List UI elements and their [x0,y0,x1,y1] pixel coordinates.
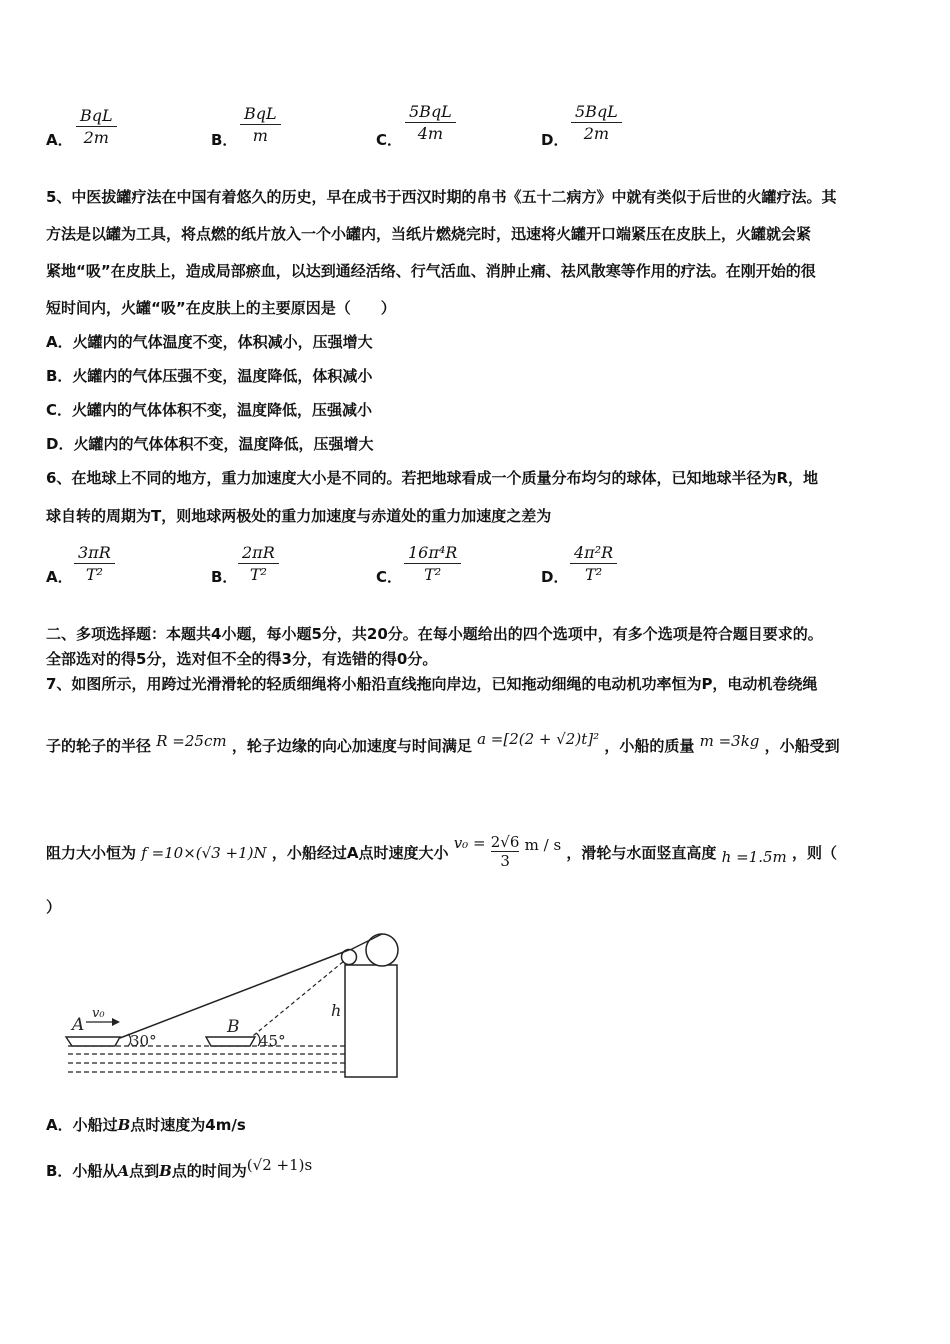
boat-a [66,1037,120,1046]
q7-l3-text-d: ，则（ [791,844,837,862]
q4-option-c-label: C． [376,131,403,149]
q7-v0-fraction [491,833,520,870]
q7-l2-text-c: ，小船的质量 [604,737,695,755]
q4-option-c-formula [405,102,456,143]
q4-option-d-formula [571,102,622,143]
q5-option-a: A．火罐内的气体温度不变，体积减小，压强增大 [46,333,373,351]
velocity-arrowhead [112,1018,120,1026]
water-lines [68,1046,345,1072]
q6-option-c-formula [404,543,461,584]
fig-label-b: B [227,1017,240,1037]
q7-v0-unit: m / s [524,836,562,854]
q7-height-formula: h =1.5m [721,848,787,866]
fig-angle-45: 45° [259,1032,286,1050]
q4-a-num: BqL [76,106,117,127]
q6-option-d-formula [570,543,617,584]
q6-stem-line-1: 6、在地球上不同的地方，重力加速度大小是不同的。若把地球看成一个质量分布均匀的球体，已知地球半径为R，地 [46,469,818,487]
boat-b [206,1037,255,1046]
q7-stem-line-2 [46,730,908,757]
q6-option-b-label: B． [211,568,238,586]
q4-c-den: 4m [417,124,444,143]
q7-option-b [46,1156,908,1182]
q6-option-a-label: A． [46,568,73,586]
q7-b-var2: B [159,1162,172,1180]
q7-a-var: B [117,1116,131,1134]
q4-d-num: 5BqL [571,102,622,123]
fig-angle-30: 30° [130,1032,157,1050]
q4-d-den: 2m [583,124,610,143]
q7-radius-formula: R =25cm [156,732,227,750]
q6-d-den: T² [585,565,603,584]
q7-stem-line-3 [46,835,908,872]
q7-l2-text-b: ，轮子边缘的向心加速度与时间满足 [231,737,472,755]
q4-option-b-formula [240,104,281,145]
q7-b-time-formula: (√2 +1)s [246,1156,313,1174]
motor-wheel [366,934,398,966]
q6-option-c-label: C． [376,568,403,586]
fig-label-a: A [72,1015,85,1035]
q6-b-num: 2πR [238,543,279,564]
q7-l2-text-d: ，小船受到 [764,737,840,755]
pulley-tower [345,965,397,1077]
q4-b-den: m [252,126,268,145]
q7-v0-den: 3 [500,852,510,870]
q4-c-num: 5BqL [405,102,456,123]
q7-a-text-b: 点时速度为4m/s [130,1116,246,1134]
q7-figure [60,930,405,1085]
q6-c-num: 16π⁴R [404,543,461,564]
q6-a-num: 3πR [74,543,115,564]
q7-l3-text-b: ，小船经过A点时速度大小 [271,844,449,862]
q5-option-b: B．火罐内的气体压强不变，温度降低，体积减小 [46,367,373,385]
q6-option-a-formula [74,543,115,584]
q4-a-den: 2m [83,128,109,147]
q7-b-var1: A [117,1162,130,1180]
fig-label-v0: v₀ [92,1006,105,1021]
q4-option-a-label: A． [46,131,73,149]
q4-option-b-label: B． [211,131,238,149]
q6-a-den: T² [85,565,103,584]
fig-label-h: h [331,1001,342,1020]
q6-option-b-formula [238,543,279,584]
q7-stem-line-4: ） [46,898,62,916]
q4-option-d-label: D． [541,131,569,149]
q6-d-num: 4π²R [570,543,617,564]
q5-option-c: C．火罐内的气体体积不变，温度降低，压强减小 [46,401,373,419]
q7-l2-text-a: 子的轮子的半径 [46,737,152,755]
q7-friction-formula: f =10×(√3 +1)N [141,844,267,862]
q7-l3-text-a: 阻力大小恒为 [46,844,137,862]
q7-v0-num: 2√6 [490,833,520,851]
q7-v0-lhs: v₀ = [453,834,486,852]
q7-l3-text-c: ，滑轮与水面竖直高度 [566,844,717,862]
q5-stem-line-2: 方法是以罐为工具，将点燃的纸片放入一个小罐内，当纸片燃烧完时，迅速将火罐开口端紧压在皮肤上，火罐就会紧 [46,225,812,243]
q6-b-den: T² [249,565,267,584]
q7-b-text-b: 点的时间为 [171,1162,247,1180]
q5-stem-line-3: 紧地“吸”在皮肤上，造成局部瘀血，以达到通经活络、行气活血、消肿止痛、祛风散寒等作用的疗法。在刚开始的很 [46,262,816,280]
q7-b-text-a: B．小船从 [46,1162,118,1180]
q4-option-a-formula [76,106,117,147]
q6-c-den: T² [424,565,442,584]
section-2-line-2: 全部选对的得5分，选对但不全的得3分，有选错的得0分。 [46,650,438,668]
q5-stem-line-1: 5、中医拔罐疗法在中国有着悠久的历史，早在成书于西汉时期的帛书《五十二病方》中就有类似于后世的火罐疗法。其 [46,188,837,206]
q5-option-d: D．火罐内的气体体积不变，温度降低，压强增大 [46,435,374,453]
q7-stem-line-1: 7、如图所示，用跨过光滑滑轮的轻质细绳将小船沿直线拖向岸边，已知拖动细绳的电动机功率恒为P，电动机卷绕绳 [46,675,818,693]
q4-b-num: BqL [240,104,281,125]
q7-accel-formula: a =[2(2 + √2)t]² [477,730,600,748]
rope-to-b-dashed [248,961,344,1040]
q7-a-text-a: A．小船过 [46,1116,118,1134]
q6-option-d-label: D． [541,568,569,586]
q7-mass-formula: m =3kg [699,732,760,750]
q6-stem-line-2: 球自转的周期为T，则地球两极处的重力加速度与赤道处的重力加速度之差为 [46,507,552,525]
q5-stem-line-4: 短时间内，火罐“吸”在皮肤上的主要原因是（ ） [46,299,396,317]
section-2-line-1: 二、多项选择题：本题共4小题，每小题5分，共20分。在每小题给出的四个选项中，有多个选项是符合题目要求的。 [46,625,823,643]
q7-b-text-mid: 点到 [129,1162,160,1180]
q7-option-a [46,1114,908,1136]
